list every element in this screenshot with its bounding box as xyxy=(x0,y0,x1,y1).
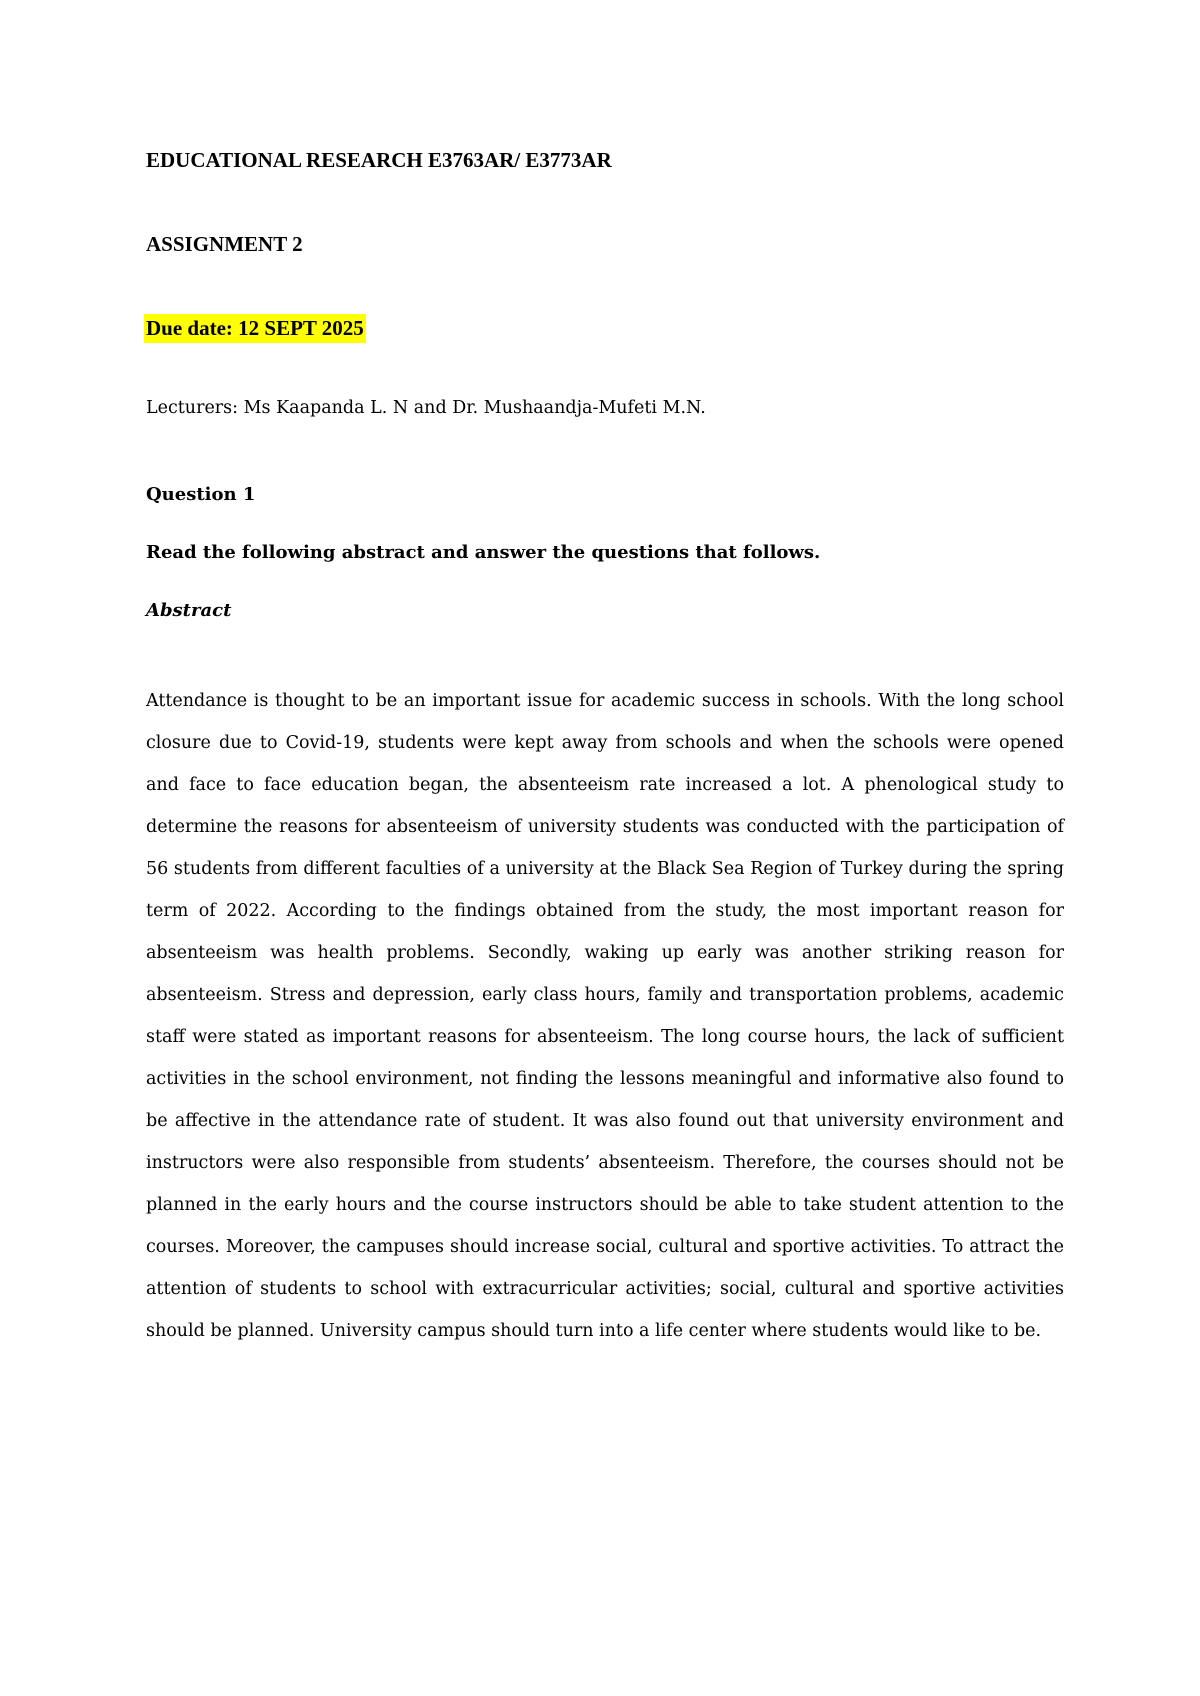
course-title: EDUCATIONAL RESEARCH E3763AR/ E3773AR xyxy=(146,148,612,172)
abstract-heading: Abstract xyxy=(146,600,232,621)
abstract-paragraph: Attendance is thought to be an important issue for academic success in schools. With the long school closure due to Covid-19, students were kept away from schools and when the schools were opened and face to face education began, the absenteeism rate increased a lot. A phenological study to determine the reasons for absenteeism of university students was conducted with the participation of 56 students from different faculties of a university at the Black Sea Region of Turkey during the spring term of 2022. According to the findings obtained from the study, the most important reason for absenteeism was health problems. Secondly, waking up early was another striking reason for absenteeism. Stress and depression, early class hours, family and transportation problems, academic staff were stated as important reasons for absenteeism. The long course hours, the lack of sufficient activities in the school environment, not finding the lessons meaningful and informative also found to be affective in the attendance rate of student. It was also found out that university environment and instructors were also responsible from students’ absenteeism. Therefore, the courses should not be planned in the early hours and the course instructors should be able to take student attention to the courses. Moreover, the campuses should increase social, cultural and sportive activities. To attract the attention of students to school with extracurricular activities; social, cultural and sportive activities should be planned. University campus should turn into a life center where students would like to be. xyxy=(146,691,1064,1341)
due-date-highlighted: Due date: 12 SEPT 2025 xyxy=(144,314,366,343)
lecturers-line: Lecturers: Ms Kaapanda L. N and Dr. Mushaandja-Mufeti M.N. xyxy=(146,398,706,418)
question-instruction: Read the following abstract and answer the questions that follows. xyxy=(146,542,821,563)
question-heading: Question 1 xyxy=(146,484,256,505)
assignment-title: ASSIGNMENT 2 xyxy=(146,232,303,256)
